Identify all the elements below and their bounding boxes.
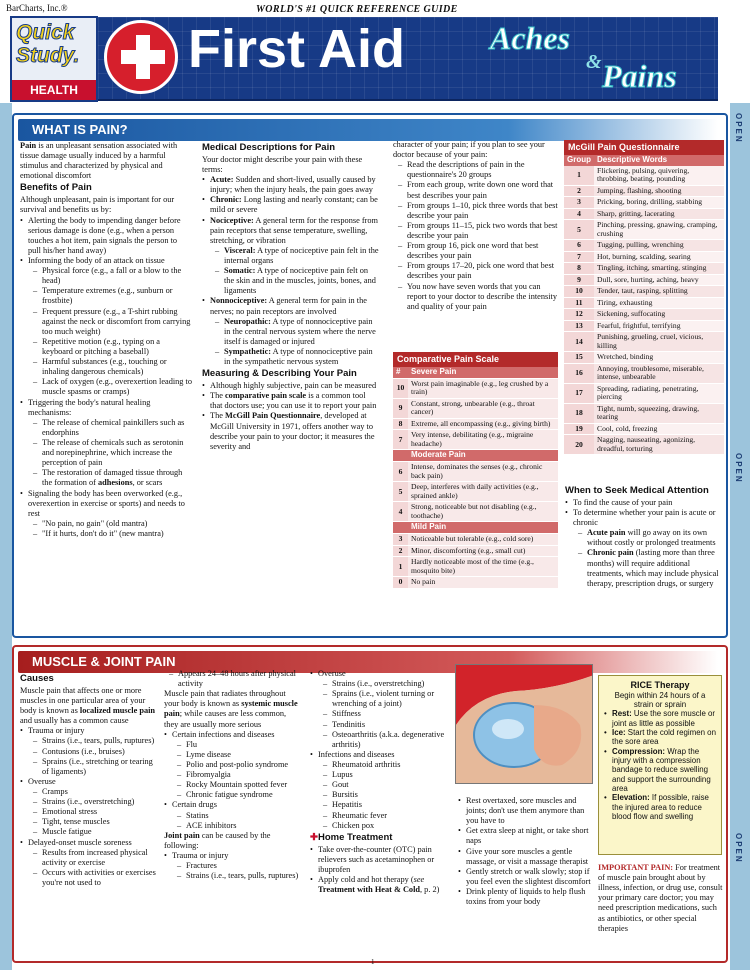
table-row: 0 No pain — [393, 577, 558, 589]
seek-attention: When to Seek Medical Attention • To find the cause of your pain • To determine whether your pain is acute or chronic – Acute pain will go away on its own without costly or prolonged treatments – Chronic pain (lasting more than three months) will require additional treatments, which may include physical therapy, prescription drugs, or surgery — [565, 484, 725, 589]
table-row: 7 Very intense, debilitating (e.g., migraine headache) — [393, 430, 558, 450]
home-treatment-right: • Rest overtaxed, sore muscles and joints; don't use them anymore than you have to • Get extra sleep at night, or take short naps • Give your sore muscles a gentle massage, or visit a massage therapist • Gently stretch or walk slowly; stop if you feel even the slightest discomfort • Drink plenty of liquids to help flush toxins from your body — [458, 796, 592, 907]
table-row: 20 Nagging, nauseating, agonizing, dreadful, torturing — [564, 435, 724, 455]
table-row: 15 Wretched, binding — [564, 352, 724, 364]
table-row: 7 Hot, burning, scalding, searing — [564, 251, 724, 263]
questionnaire-steps: – Read the descriptions of pain in the questionnaire's 20 groups – From each group, write down one word that best describes your pain – From groups 1–10, pick three words that best describe your pain – From groups 11–15, pick two words that best describe your pain – From group 16, pick one word that best describes your pain – From groups 17–20, pick one word that best describes your pain – You now have seven words that you can report to your doctor to describe the intensity and quality of your pain — [393, 160, 558, 312]
table-row: 9 Constant, strong, unbearable (e.g., throat cancer) — [393, 398, 558, 418]
table-row: 8 Extreme, all encompassing (e.g., giving birth) — [393, 418, 558, 430]
open-label: OPEN — [733, 833, 743, 864]
measure-list: • Although highly subjective, pain can be measured • The comparative pain scale is a common tool that doctors use; you can use it to report your pain • The McGill Pain Questionnaire, developed at McGill University in 1971, offers another way to describe your pain to your doctor; it measures the severity and — [202, 381, 380, 452]
table-row: 2 Jumping, flashing, shooting — [564, 185, 724, 197]
causes-title: Causes — [20, 673, 54, 684]
table-row: 11 Tiring, exhausting — [564, 297, 724, 309]
important-pain-note: IMPORTANT PAIN: For treatment of muscle pain brought about by illness, infection, or drug use, consult your primary care doctor; you may need prescription medications, such as antibiotics, or other special therapies — [598, 863, 723, 933]
benefits-title: Benefits of Pain — [20, 182, 92, 194]
table-row: 8 Tingling, itching, smarting, stinging — [564, 263, 724, 275]
left-strip — [0, 103, 12, 970]
table-row: 3 Pricking, boring, drilling, stabbing — [564, 197, 724, 209]
section-heading: MUSCLE & JOINT PAIN — [18, 651, 718, 673]
table-row: 6 Tugging, pulling, wrenching — [564, 240, 724, 252]
table-row: 19 Cool, cold, freezing — [564, 423, 724, 435]
quickstudy-logo — [10, 16, 98, 102]
benefits-list — [20, 216, 192, 540]
page-number: 1 — [371, 958, 375, 966]
healing-list: – The release of chemical painkillers such as endorphins – The release of chemicals such as serotonin and norepinephrine, which increase the perception of pain – The restoration of damaged tissue through the formation of adhesions, or scars — [28, 418, 192, 489]
med-list: • Acute: Sudden and short-lived, usually caused by injury; when the injury heals, the pain goes away • Chronic: Long lasting and nearly constant; can be mild or severe • Nociceptive: A general term for the response from pain receptors that sense temperature, swelling, stretching, or vibration – Visceral: A type of nociceptive pain felt in the internal organs – Somatic: A type of nociceptive pain felt on the skin and in the muscles, joints, bones, and ligaments • Nonnociceptive: A general term for pain in the nerves; no pain receptors are involved – Neuropathic: A type of nonnociceptive pain in the central nervous system where the nerve itself is damaged or injured – Sympathetic: A type of nonnociceptive pain in the sympathetic nervous system — [202, 175, 380, 367]
table-row: 9 Dull, sore, hurting, aching, heavy — [564, 274, 724, 286]
subtitle-aches: Aches — [490, 20, 570, 56]
cps-title: Comparative Pain Scale — [393, 352, 558, 367]
pain-column-1 — [20, 141, 192, 539]
mcgill-questionnaire — [564, 140, 724, 455]
table-row: 14 Punishing, grueling, cruel, vicious, killing — [564, 332, 724, 352]
table-row: 16 Annoying, troublesome, miserable, intense, unbearable — [564, 363, 724, 383]
tagline: WORLD'S #1 QUICK REFERENCE GUIDE — [256, 4, 458, 15]
brand-health: HEALTH — [12, 80, 96, 100]
benefits-intro: Although unpleasant, pain is important for our survival and benefits us by: — [20, 195, 175, 215]
med-intro: Your doctor might describe your pain with these terms: — [202, 154, 363, 175]
subtitle-amp: & — [586, 51, 602, 73]
table-row: 18 Tight, numb, squeezing, drawing, tearing — [564, 403, 724, 423]
list-item: • Informing the body of an attack on tissue – Physical force (e.g., a fall or a blow to the head) – Temperature extremes (e.g., sunburn or frostbite) – Frequent pressure (e.g., a T-shirt rubbing against the neck or discomfort from carrying too much weight) – Repetitive motion (e.g., typing on a keyboard or pitching a baseball) – Harmful substances (e.g., touching or inhaling dangerous chemicals) – Lack of oxygen (e.g., overexertion leading to muscle spasms or cramps) — [20, 256, 192, 398]
med-title: Medical Descriptions for Pain — [202, 142, 336, 153]
brand-line2: Study. — [16, 44, 80, 67]
pain-column-2 — [202, 141, 380, 452]
table-row: 10 Tender, taut, rasping, splitting — [564, 286, 724, 298]
mantra-list: – "No pain, no gain" (old mantra) – "If it hurts, don't do it" (new mantra) — [28, 519, 192, 539]
rice-therapy-box: RICE Therapy Begin within 24 hours of a strain or sprain • Rest: Use the sore muscle or joint as little as possible • Ice: Start the cold regimen on the sore area • Compression: Wrap the injury with a compression bandage to reduce swelling and support the surrounding area • Elevation: If possible, raise the injured area to reduce blood flow and swelling — [598, 675, 722, 855]
red-cross-icon — [104, 20, 178, 94]
rice-title: RICE Therapy — [630, 680, 690, 690]
comparative-pain-scale — [393, 352, 558, 589]
intro: Pain is an unpleasant sensation associated with tissue damage usually induced by a harmful stimulus and characterized by physical and emotional discomfort — [20, 141, 178, 181]
muscle-column-2: – Appears 24–48 hours after physical activity Muscle pain that radiates throughout your body is known as systemic muscle pain; while causes are less common, they are usually more serious • Certain infections and diseases – Flu – Lyme disease – Polio and post-polio syndrome – Fibromyalgia – Rocky Mountain spotted fever – Chronic fatigue syndrome • Certain drugs – Statins – ACE inhibitors Joint pain can be caused by the following: • Trauma or injury – Fractures – Strains (i.e., tears, pulls, ruptures) — [164, 669, 302, 881]
table-row: 10 Worst pain imaginable (e.g., leg crushed by a train) — [393, 378, 558, 398]
table-row: 3 Noticeable but tolerable (e.g., cold sore) — [393, 534, 558, 546]
table-row: 4 Sharp, gritting, lacerating — [564, 208, 724, 220]
ice-pack-photo — [455, 664, 593, 784]
right-strip — [730, 103, 750, 970]
brand-line1: Quick — [16, 21, 75, 44]
table-row: 5 Pinching, pressing, gnawing, cramping, crushing — [564, 220, 724, 240]
subtitle-pains: Pains — [602, 58, 677, 94]
open-label: OPEN — [733, 453, 743, 484]
table-row: 6 Intense, dominates the senses (e.g., chronic back pain) — [393, 462, 558, 482]
measure-title: Measuring & Describing Your Pain — [202, 368, 357, 380]
table-row: 13 Fearful, frightful, terrifying — [564, 320, 724, 332]
section-heading: WHAT IS PAIN? — [18, 119, 718, 141]
table-row: 4 Strong, noticeable but not disabling (e.g., toothache) — [393, 502, 558, 522]
home-treatment-title: ✚Home Treatment — [310, 831, 393, 843]
table-row: 12 Sickening, suffocating — [564, 309, 724, 321]
list-item: • Alerting the body to impending danger before serious damage is done (e.g., when a person touches a hot item, pain signals the person to pull his/her hand away) — [20, 216, 192, 256]
mcgill-table: Group Descriptive Words 1 Flickering, pulsing, quivering, throbbing, beating, pounding 2 Jumping, flashing, shooting 3 Pricking, boring, drilling, stabbing 4 Sharp, gritting, lacerating 5 Pinching, pressing, gnawing, cramping, crushing 6 Tugging, pulling, wrenching 7 Hot, burning, scalding, searing 8 Tingling, itching, smarting, stinging 9 Dull, sore, hurting, aching, heavy 10 Tender, taut, rasping, splitting 11 Tiring, exhausting 12 Sickening, suffocating 13 Fearful, frightful, terrifying 14 Punishing, grueling, cruel, vicious, killing 15 Wretched, binding 16 Annoying, troublesome, miserable, intense, unbearable 17 Spreading, radiating, penetrating, piercing 18 Tight, numb, squeezing, drawing, tearing 19 Cool, cold, freezing 20 Nagging, nauseating, agonizing, dreadful, torturing — [564, 155, 724, 455]
col3-cont: character of your pain; if you plan to see your doctor because of your pain: — [393, 140, 545, 160]
pain-column-3 — [393, 140, 558, 312]
muscle-column-3: • Overuse – Strains (i.e., overstretching) – Sprains (i.e., violent turning or wrenching of a joint) – Stiffness – Tendinitis – Osteoarthritis (a.k.a. degenerative arthritis) • Infections and diseases – Rheumatoid arthritis – Lupus – Gout – Bursitis – Hepatitis – Rheumatic fever – Chicken pox ✚Home Treatment • Take over-the-counter (OTC) pain relievers such as acetaminophen or ibuprofen • Apply cold and hot therapy (see Treatment with Heat & Cold, p. 2) — [310, 669, 450, 895]
publisher: BarCharts, Inc.® — [6, 3, 68, 13]
open-label: OPEN — [733, 113, 743, 144]
seek-title: When to Seek Medical Attention — [565, 485, 709, 496]
cps-table: # Severe Pain 10 Worst pain imaginable (e.g., leg crushed by a train) 9 Constant, strong, unbearable (e.g., throat cancer) 8 Extreme, all encompassing (e.g., giving birth) 7 Very intense, debilitating (e.g., migraine headache) Moderate Pain 6 Intense, dominates the senses (e.g., chronic back pain) 5 Deep, interferes with daily activities (e.g., sprained ankle) 4 Strong, noticeable but not disabling (e.g., toothache) Mild Pain 3 Noticeable but tolerable (e.g., cold sore) 2 Minor, discomforting (e.g., small cut) 1 Hardly noticeable most of the time (e.g., mosquito bite) 0 No pain — [393, 367, 558, 589]
plus-bullet-icon: ✚ — [310, 831, 318, 843]
table-row: 17 Spreading, radiating, penetrating, piercing — [564, 383, 724, 403]
table-row: 5 Deep, interferes with daily activities (e.g., sprained ankle) — [393, 482, 558, 502]
muscle-column-1: Causes Muscle pain that affects one or more muscles in one particular area of your body is known as localized muscle pain and usually has a common cause • Trauma or injury – Strains (i.e., tears, pulls, ruptures) – Contusions (i.e., bruises) – Sprains (i.e., stretching or tearing of ligaments) • Overuse – Cramps – Strains (i.e., overstretching) – Emotional stress – Tight, tense muscles – Muscle fatigue • Delayed-onset muscle soreness – Results from increased physical activity or exercise – Occurs with activities or exercises you're not used to — [20, 672, 156, 888]
list-item: • Triggering the body's natural healing mechanisms: – The release of chemical painkillers such as endorphins – The release of chemicals such as serotonin and norepinephrine, which increase the perception of pain – The restoration of damaged tissue through the formation of adhesions, or scars — [20, 398, 192, 489]
table-row: 1 Hardly noticeable most of the time (e.g., mosquito bite) — [393, 557, 558, 577]
list-item: • Signaling the body has been overworked (e.g., overexertion in exercise or sports) and needs to rest – "No pain, no gain" (old mantra) – "If it hurts, don't do it" (new mantra) — [20, 489, 192, 540]
table-row: 2 Minor, discomforting (e.g., small cut) — [393, 545, 558, 557]
table-row: 1 Flickering, pulsing, quivering, throbbing, beating, pounding — [564, 166, 724, 186]
header — [0, 0, 750, 103]
attack-list: – Physical force (e.g., a fall or a blow to the head) – Temperature extremes (e.g., sunburn or frostbite) – Frequent pressure (e.g., a T-shirt rubbing against the neck or discomfort from carrying too much weight) – Repetitive motion (e.g., typing on a keyboard or pitching a baseball) – Harmful substances (e.g., touching or inhaling dangerous chemicals) – Lack of oxygen (e.g., overexertion leading to muscle spasms or cramps) — [28, 266, 192, 397]
mcgill-title: McGill Pain Questionnaire — [564, 140, 724, 155]
page-title: First Aid — [188, 19, 406, 79]
